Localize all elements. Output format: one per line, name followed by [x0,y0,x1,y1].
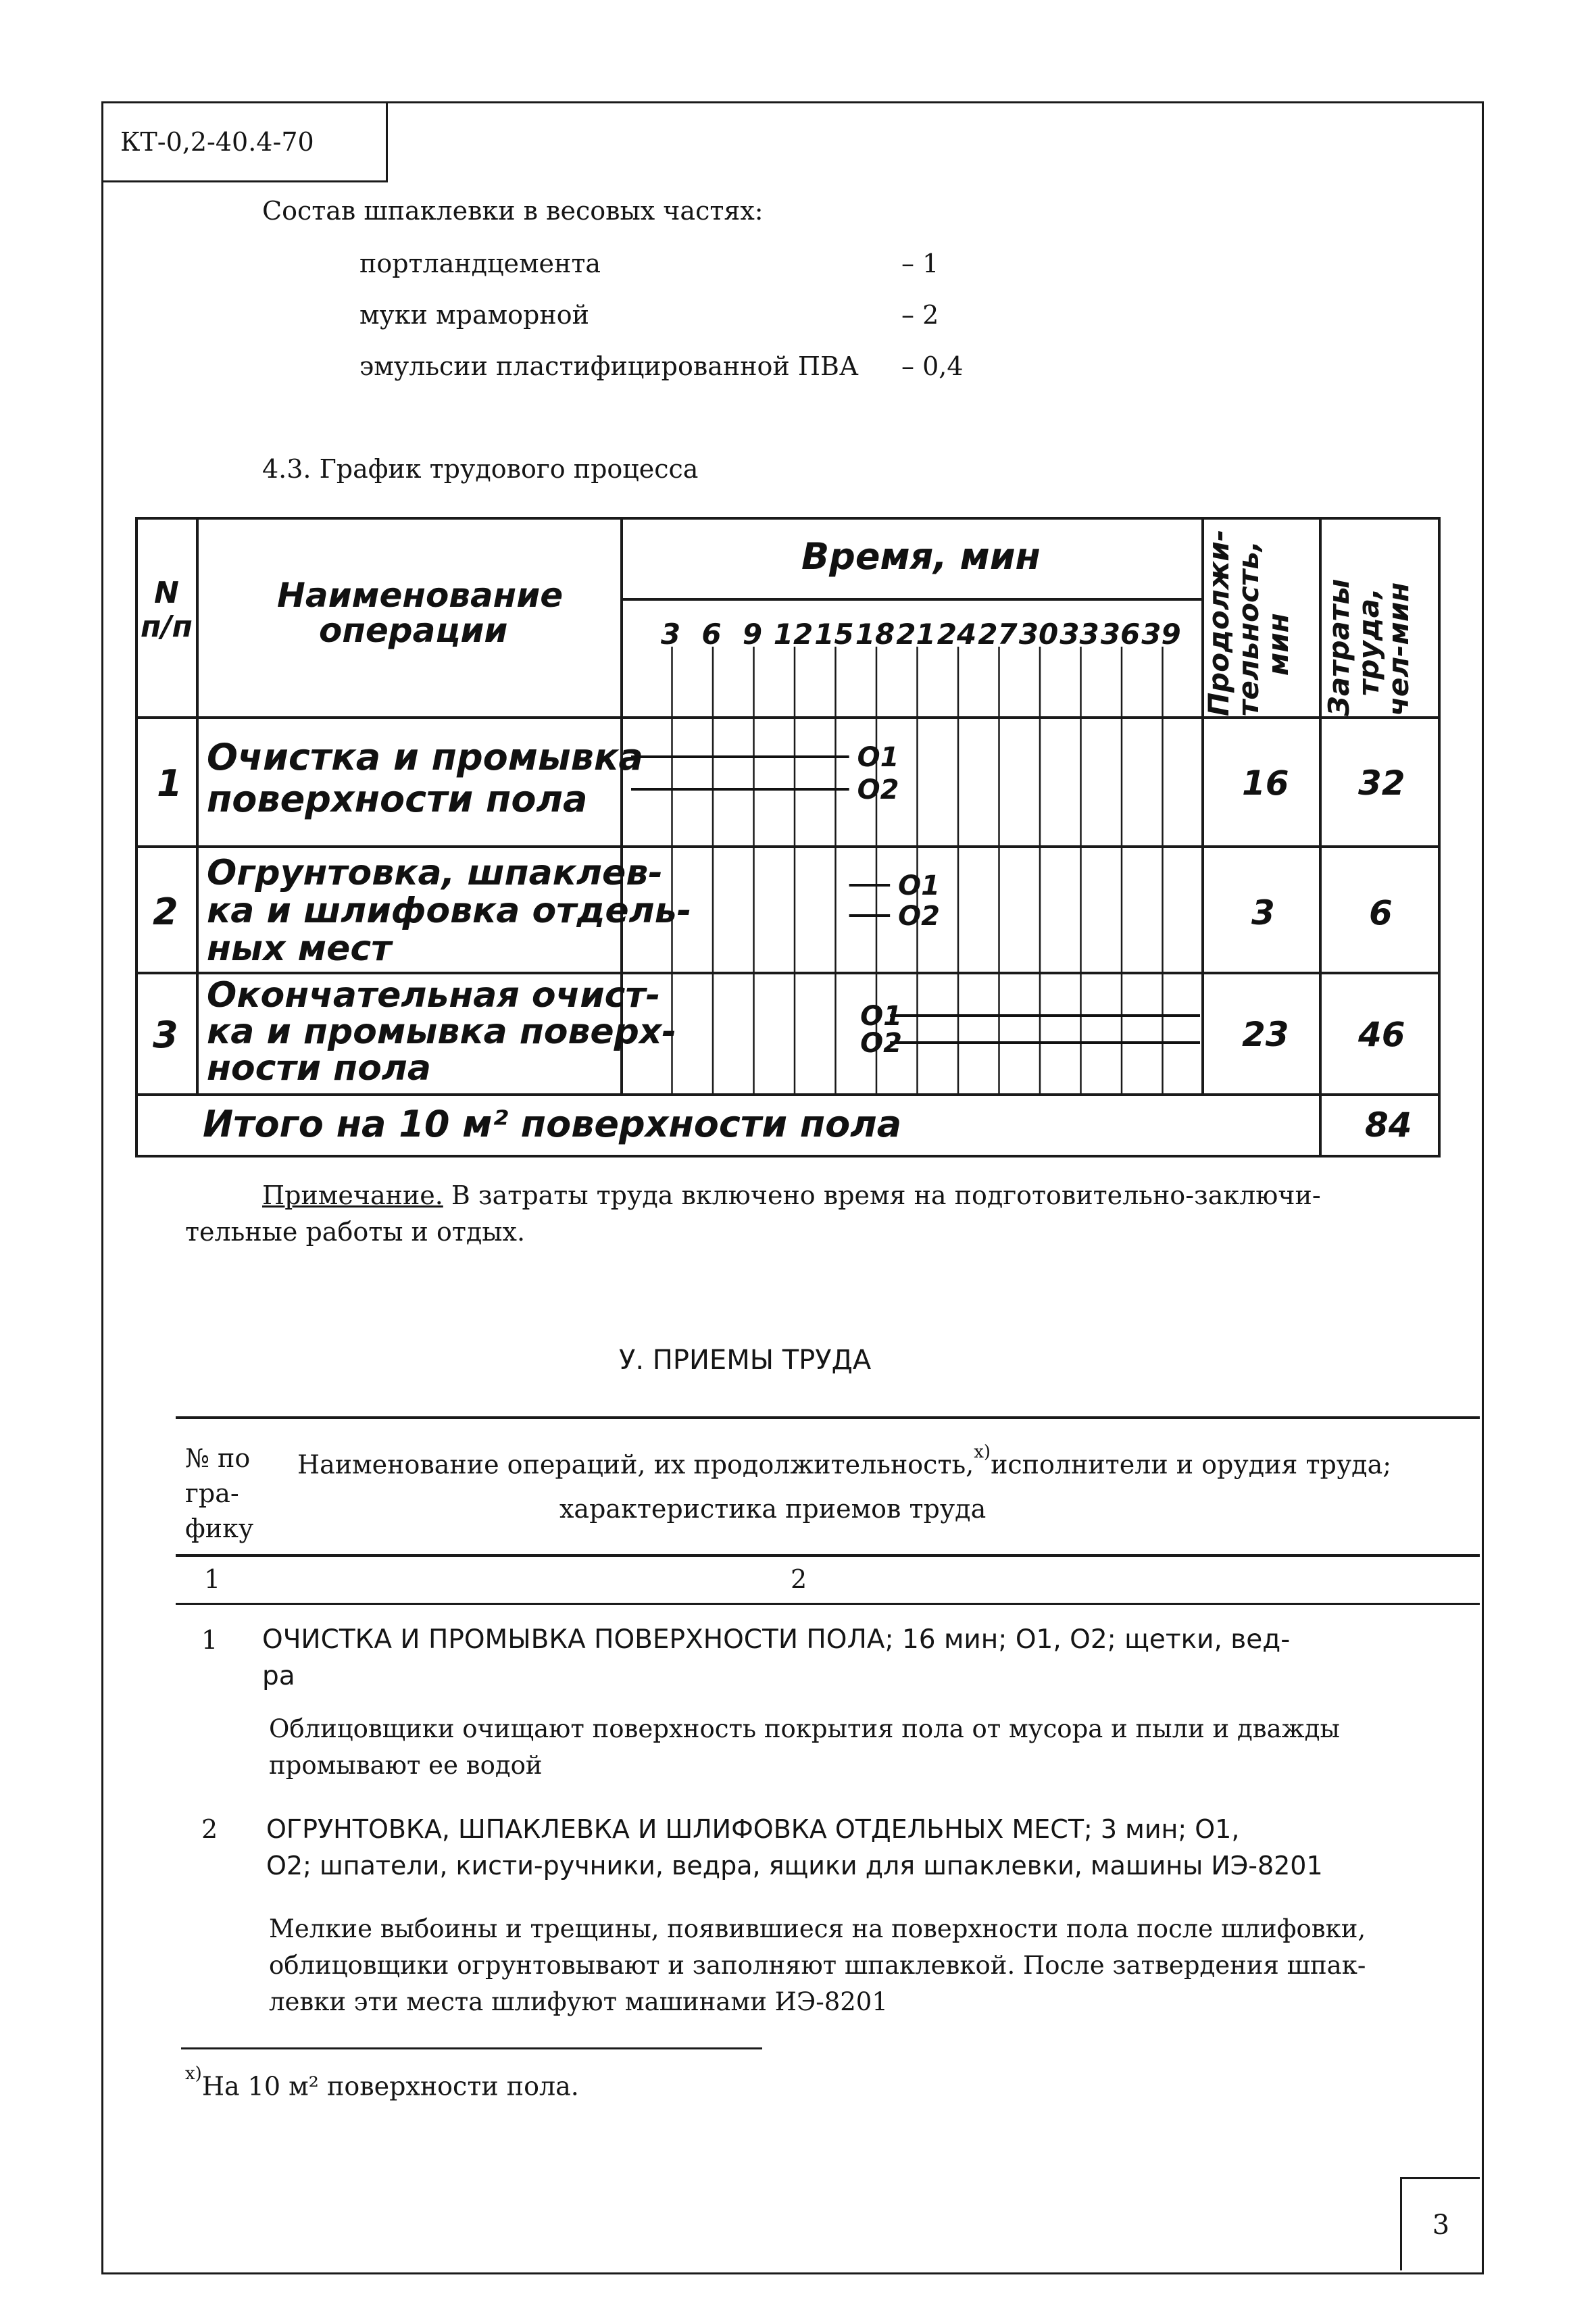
page-number-box [1400,2177,1480,2270]
time-tick-label: 15 [814,618,854,651]
entry-2-title-line2: О2; шпатели, кисти-ручники, ведра, ящики для шпаклевки, машины ИЭ-8201 [266,1851,1323,1881]
row-3-duration: 23 [1242,1015,1289,1054]
entry-1-title [262,1622,1290,1695]
entry-2-desc [269,1911,1366,2020]
methods-top-rule [176,1416,1480,1419]
methods-header-rule [176,1554,1480,1557]
row-3-labor: 46 [1358,1015,1405,1054]
composition-item-3-value: – 0,4 [901,351,964,381]
row-1-name-line1: Очистка и промывка [207,736,643,778]
entry-2-desc-line3: левки эти места шлифуют машинами ИЭ-8201 [269,1987,888,2016]
total-label: Итого на 10 м² поверхности пола [203,1103,902,1145]
methods-col1-header [185,1441,253,1546]
time-tick-label: 30 [1018,618,1059,651]
entry-1-title-line2: ра [262,1661,295,1691]
methods-colnum-2: 2 [791,1564,807,1594]
row-2-name-line3: ных мест [207,928,392,969]
time-tick-label: 12 [773,618,814,651]
entry-1-num: 1 [201,1625,218,1655]
composition-title: Состав шпаклевки в весовых частях: [262,196,764,226]
row-2-name-line1: Огрунтовка, шпаклев- [207,853,663,893]
header-duration-line2: тельность, [1232,541,1265,716]
row-2-name-line2: ка и шлифовка отдель- [207,891,692,931]
methods-col1-header-line1: № по [185,1443,251,1473]
entry-2-desc-line2: облицовщики огрунтовывают и заполняют шпаклевкой. После затвердения шпак- [269,1951,1366,1980]
methods-col2-header-line1 [297,1441,1391,1483]
entry-2-title-line1: ОГРУНТОВКА, ШПАКЛЕВКА И ШЛИФОВКА ОТДЕЛЬНЫХ МЕСТ; 3 мин; О1, [266,1814,1240,1844]
document-code [101,101,388,182]
footnote-mark: х) [185,2064,202,2084]
note-label: Примечание. [262,1180,443,1210]
header-duration-line1: Продолжи- [1202,529,1235,716]
document-code-text: КТ-0,2-40.4-70 [120,127,314,157]
header-name-line2: операции [319,611,508,650]
note-text-line1: В затраты труда включено время на подготовительно-заключи- [443,1180,1321,1210]
composition-item-1-name: портландцемента [359,249,601,278]
composition-item-1-value: – 1 [901,249,939,278]
entry-1-title-line1: ОЧИСТКА И ПРОМЫВКА ПОВЕРХНОСТИ ПОЛА; 16 мин; О1, О2; щетки, вед- [262,1624,1291,1655]
note-text-line2: тельные работы и отдых. [185,1217,526,1247]
worker-label: О1 [898,870,941,901]
row-1-duration: 16 [1242,764,1289,803]
footnote-rule [181,2047,762,2049]
time-tick-label: 36 [1100,618,1141,651]
entry-1-desc-line2: промывают ее водой [269,1751,543,1780]
header-num-line1: N [154,576,179,610]
row-2-num: 2 [153,891,178,933]
footnote [185,2062,579,2105]
time-tick-label: 6 [701,618,722,651]
worker-label: О2 [857,774,899,805]
time-tick-label: 21 [896,618,936,651]
header-num-line2: п/п [141,609,193,644]
entry-1-desc [269,1711,1340,1784]
entry-2-title [266,1811,1323,1884]
methods-colnum-rule [176,1603,1480,1605]
time-tick-label: 9 [742,618,763,651]
time-tick-label: 33 [1059,618,1099,651]
row-3-num: 3 [153,1014,178,1056]
header-labor-line1: Затраты [1322,578,1355,716]
row-3-name-line3: ности пола [207,1048,431,1089]
row-1-num: 1 [157,762,182,805]
header-time: Время, мин [801,535,1041,578]
methods-col1-header-line3: фику [185,1514,254,1543]
composition-item-3-name: эмульсии пластифицированной ПВА [359,351,859,381]
section-title: У. ПРИЕМЫ ТРУДА [619,1345,872,1376]
row-2-duration: 3 [1251,893,1275,932]
row-1-name-line2: поверхности пола [207,778,588,820]
header-labor-line2: труда, [1352,587,1385,696]
schedule-title: 4.3. График трудового процесса [262,454,699,484]
time-tick-label: 27 [978,618,1018,651]
methods-col1-header-line2: гра- [185,1478,239,1508]
entry-1-desc-line1: Облицовщики очищают поверхность покрытия пола от мусора и пыли и дважды [269,1714,1340,1743]
row-2-name [207,854,691,968]
header-duration-line3: мин [1262,613,1295,676]
page-number: 3 [1432,2209,1450,2241]
worker-label: О1 [857,742,899,773]
row-3-name-line2: ка и промывка поверх- [207,1012,676,1052]
footnote-text: На 10 м² поверхности пола. [201,2071,579,2101]
time-tick-label: 24 [937,618,977,651]
composition-item-2-name: муки мраморной [359,300,589,330]
note [262,1177,1321,1214]
methods-col2-header-sup: х) [974,1442,991,1462]
methods-col2-header-line2: характеристика приемов труда [559,1494,987,1524]
worker-label: О1 [860,1001,903,1032]
header-name-line1: Наименование [277,576,564,615]
row-1-name [207,737,643,820]
row-2-labor: 6 [1369,893,1393,932]
methods-col2-header-part2: исполнители и орудия труда; [991,1449,1392,1480]
methods-col2-header-part1: Наименование операций, их продолжительность, [297,1449,974,1480]
entry-2-desc-line1: Мелкие выбоины и трещины, появившиеся на поверхности пола после шлифовки, [269,1914,1366,1943]
methods-colnum-1: 1 [204,1564,221,1594]
header-labor-line3: чел-мин [1382,582,1415,716]
worker-label: О2 [898,901,941,932]
time-tick-label: 39 [1141,618,1181,651]
total-value: 84 [1365,1105,1412,1145]
entry-2-num: 2 [201,1814,218,1844]
time-tick-label: 3 [660,618,681,651]
row-3-name [207,977,676,1087]
worker-label: О2 [860,1028,903,1059]
row-1-labor: 32 [1358,764,1405,803]
row-3-name-line1: Окончательная очист- [207,975,661,1016]
composition-item-2-value: – 2 [901,300,939,330]
time-tick-label: 18 [855,618,895,651]
